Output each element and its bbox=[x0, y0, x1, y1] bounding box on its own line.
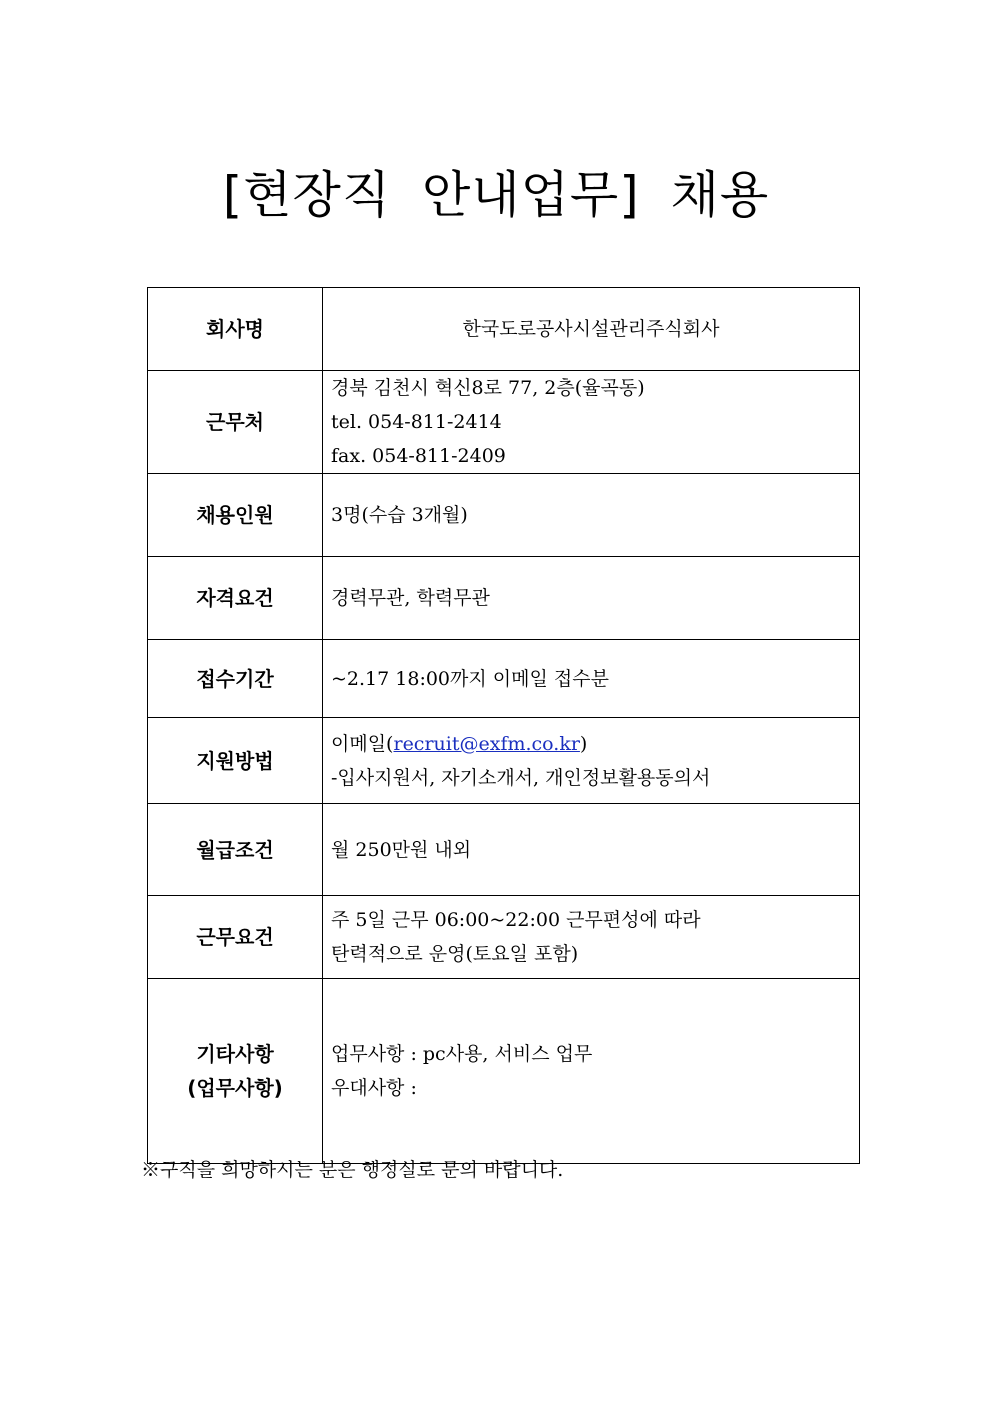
other-value bbox=[323, 979, 860, 1164]
preference-text: 우대사항 : bbox=[331, 1077, 417, 1099]
company-name: 한국도로공사시설관리주식회사 bbox=[462, 318, 720, 340]
table-row bbox=[148, 804, 860, 896]
table-row bbox=[148, 288, 860, 371]
page-title: [현장직 안내업무] 채용 bbox=[222, 166, 770, 224]
recruit-email-link[interactable]: recruit@exfm.co.kr bbox=[393, 732, 580, 755]
apply-email-line bbox=[331, 727, 859, 761]
row-label-salary: 월급조건 bbox=[148, 804, 323, 896]
row-label-apply-method: 지원방법 bbox=[148, 718, 323, 804]
row-label-company: 회사명 bbox=[148, 288, 323, 371]
job-info-table bbox=[147, 287, 860, 1164]
other-label-sub: (업무사항) bbox=[187, 1076, 283, 1100]
workplace-tel: tel. 054-811-2414 bbox=[331, 411, 502, 433]
row-label-headcount: 채용인원 bbox=[148, 474, 323, 557]
headcount-text: 3명(수습 3개월) bbox=[331, 504, 468, 526]
apply-documents: -입사지원서, 자기소개서, 개인정보활용동의서 bbox=[331, 766, 711, 789]
work-conditions-value bbox=[323, 896, 860, 979]
table-row bbox=[148, 718, 860, 804]
application-period-text: ~2.17 18:00까지 이메일 접수분 bbox=[331, 667, 609, 690]
row-label-application-period: 접수기간 bbox=[148, 640, 323, 718]
work-conditions-line-1: 주 5일 근무 06:00~22:00 근무편성에 따라 bbox=[331, 909, 701, 931]
duties-text: 업무사항 : pc사용, 서비스 업무 bbox=[331, 1043, 593, 1065]
row-label-work-conditions: 근무요건 bbox=[148, 896, 323, 979]
table-row bbox=[148, 557, 860, 640]
salary-text: 월 250만원 내외 bbox=[331, 838, 472, 861]
application-period-value bbox=[323, 640, 860, 718]
row-label-other bbox=[148, 979, 323, 1164]
row-label-workplace: 근무처 bbox=[148, 371, 323, 474]
apply-email-prefix: 이메일( bbox=[331, 732, 394, 755]
workplace-fax: fax. 054-811-2409 bbox=[331, 445, 506, 467]
table-row bbox=[148, 979, 860, 1164]
company-name-value bbox=[323, 288, 860, 371]
row-label-qualification: 자격요건 bbox=[148, 557, 323, 640]
table-row bbox=[148, 896, 860, 979]
work-conditions-line-2: 탄력적으로 운영(토요일 포함) bbox=[331, 943, 579, 965]
table-row bbox=[148, 371, 860, 474]
apply-method-value bbox=[323, 718, 860, 804]
apply-email-suffix: ) bbox=[579, 732, 588, 755]
table-row bbox=[148, 640, 860, 718]
workplace-value bbox=[323, 371, 860, 474]
other-label-main: 기타사항 bbox=[196, 1042, 274, 1066]
workplace-address: 경북 김천시 혁신8로 77, 2층(율곡동) bbox=[331, 377, 645, 399]
footer-note: ※구직을 희망하시는 분은 행정실로 문의 바랍니다. bbox=[141, 1159, 564, 1181]
qualification-text: 경력무관, 학력무관 bbox=[331, 587, 490, 609]
headcount-value bbox=[323, 474, 860, 557]
table-row bbox=[148, 474, 860, 557]
qualification-value bbox=[323, 557, 860, 640]
salary-value bbox=[323, 804, 860, 896]
